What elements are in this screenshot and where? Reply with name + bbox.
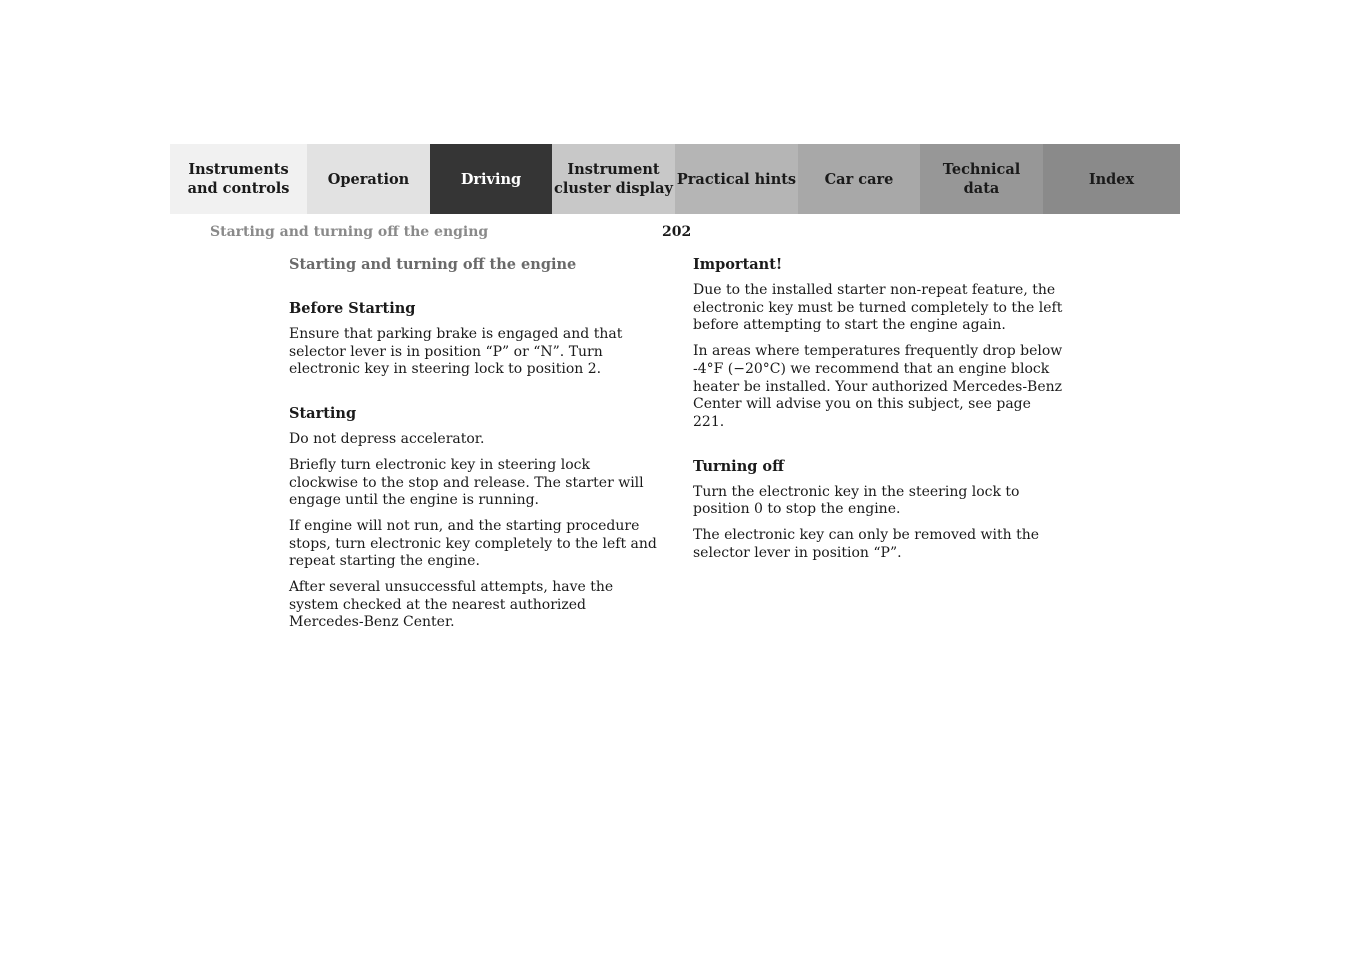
before-starting-heading: Before Starting (289, 300, 416, 317)
right-column (693, 256, 1065, 562)
turning-off-paragraph-1: Turn the electronic key in the steering lock to position 0 to stop the engine. (693, 483, 1020, 518)
tab-practical-hints[interactable]: Practical hints (675, 144, 798, 214)
turning-off-heading: Turning off (693, 457, 784, 475)
starting-paragraph-2: Briefly turn electronic key in steering lock clockwise to the stop and release. The starter will engage until the engine is running. (289, 456, 644, 509)
page-title: Starting and turning off the engine (289, 256, 577, 273)
tab-driving[interactable]: Driving (430, 144, 552, 214)
important-heading: Important! (693, 256, 783, 273)
chapter-tab-bar (170, 144, 1180, 214)
turning-off-paragraph-2: The electronic key can only be removed with the selector lever in position “P”. (693, 527, 1040, 561)
tab-instruments-and-controls[interactable]: Instruments and controls (170, 144, 307, 214)
tab-operation[interactable]: Operation (307, 144, 430, 214)
starting-paragraph-4: After several unsuccessful attempts, have the system checked at the nearest authorized Mercedes-Benz Center. (289, 579, 614, 631)
starting-heading: Starting (289, 405, 357, 423)
important-paragraph-1: Due to the installed starter non-repeat feature, the electronic key must be turned completely to the left before attempting to start the engine again. (693, 282, 1063, 334)
tab-car-care[interactable]: Car care (798, 144, 920, 214)
tab-instrument-cluster-display[interactable]: Instrument cluster display (552, 144, 675, 214)
starting-paragraph-1: Do not depress accelerator. (289, 431, 485, 448)
starting-paragraph-3: If engine will not run, and the starting procedure stops, turn electronic key completely to the left and repeat starting the engine. (289, 517, 657, 570)
page-number: 202 (662, 224, 692, 240)
left-column (289, 256, 659, 632)
tab-technical-data[interactable]: Technical data (920, 144, 1043, 214)
before-starting-paragraph: Ensure that parking brake is engaged and that selector lever is in position “P” or “N”. Turn electronic key in steering lock to position 2. (289, 326, 623, 378)
tab-index[interactable]: Index (1043, 144, 1180, 214)
section-header: Starting and turning off the enging (210, 224, 489, 240)
important-paragraph-2: In areas where temperatures frequently drop below -4°F (−20°C) we recommend that an engine block heater be installed. Your authorized Mercedes-Benz Center will advise you on this subject, see page 221. (693, 343, 1063, 430)
